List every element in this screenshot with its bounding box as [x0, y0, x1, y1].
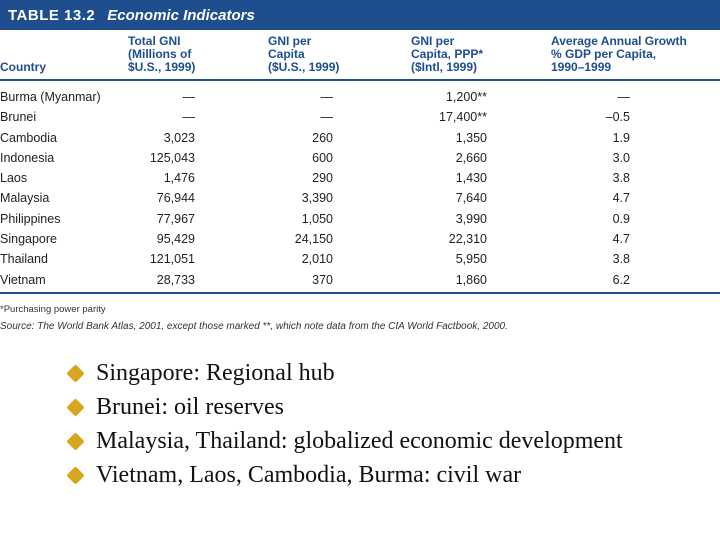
cell-total-gni: 125,043	[149, 150, 195, 165]
cell-growth: 6.2	[612, 272, 630, 287]
bullet-text: Brunei: oil reserves	[96, 393, 284, 420]
cell-country: Thailand	[0, 252, 48, 267]
cell-total-gni: 1,476	[163, 171, 195, 186]
cell-growth: –0.5	[605, 110, 630, 125]
bullet-item	[66, 356, 623, 390]
cell-gni-ppp: 1,430	[455, 171, 487, 186]
cell-total-gni: 95,429	[156, 232, 195, 247]
cell-growth: 3.8	[612, 252, 630, 267]
table-row	[0, 271, 720, 291]
table-row	[0, 250, 720, 270]
table-header	[0, 30, 720, 78]
cell-gni-per-capita: 24,150	[294, 232, 333, 247]
cell-gni-ppp: 5,950	[455, 252, 487, 267]
cell-growth: 1.9	[612, 130, 630, 145]
cell-growth: —	[617, 90, 630, 104]
diamond-bullet-icon	[66, 466, 84, 484]
cell-total-gni: —	[182, 90, 195, 104]
header-gni-ppp: GNI per Capita, PPP* ($Intl, 1999)	[411, 34, 484, 74]
cell-growth: 3.0	[612, 150, 630, 165]
cell-country: Malaysia	[0, 191, 50, 206]
bullet-text: Singapore: Regional hub	[96, 359, 335, 386]
cell-country: Philippines	[0, 211, 61, 226]
cell-gni-ppp: 3,990	[455, 211, 487, 226]
diamond-bullet-icon	[66, 398, 84, 416]
cell-gni-per-capita: 260	[312, 130, 333, 145]
cell-total-gni: 76,944	[156, 191, 195, 206]
header-total-gni: Total GNI (Millions of $U.S., 1999)	[128, 34, 196, 74]
cell-country: Laos	[0, 171, 28, 186]
cell-total-gni: 77,967	[156, 211, 195, 226]
cell-gni-per-capita: 370	[312, 272, 333, 287]
diamond-bullet-icon	[66, 432, 84, 450]
cell-gni-per-capita: 290	[312, 171, 333, 186]
table-row	[0, 88, 720, 108]
cell-gni-per-capita: 2,010	[301, 252, 333, 267]
cell-gni-ppp: 17,400**	[439, 110, 487, 125]
diamond-bullet-icon	[66, 364, 84, 382]
cell-country: Vietnam	[0, 272, 46, 287]
cell-total-gni: 3,023	[163, 130, 195, 145]
bullet-item	[66, 458, 623, 492]
cell-gni-per-capita: —	[320, 90, 333, 104]
table-footnote: *Purchasing power parity	[0, 304, 106, 315]
cell-growth: 0.9	[612, 211, 630, 226]
table-bottom-divider	[0, 292, 720, 294]
cell-growth: 4.7	[612, 232, 630, 247]
cell-gni-ppp: 2,660	[455, 150, 487, 165]
table-row	[0, 149, 720, 169]
bullet-text: Vietnam, Laos, Cambodia, Burma: civil war	[96, 461, 522, 488]
cell-total-gni: 121,051	[149, 252, 195, 267]
cell-growth: 4.7	[612, 191, 630, 206]
header-gni-per-capita: GNI per Capita ($U.S., 1999)	[268, 34, 340, 74]
table-source: Source: The World Bank Atlas, 2001, except those marked **, which note data from the CIA World Factbook, 2000.	[0, 321, 508, 332]
cell-gni-ppp: 22,310	[448, 232, 487, 247]
cell-total-gni: 28,733	[156, 272, 195, 287]
header-country: Country	[0, 60, 46, 74]
table-row	[0, 129, 720, 149]
cell-country: Indonesia	[0, 150, 55, 165]
cell-gni-per-capita: —	[320, 110, 333, 125]
cell-gni-per-capita: 600	[312, 150, 333, 165]
cell-gni-ppp: 7,640	[455, 191, 487, 206]
bullet-text: Malaysia, Thailand: globalized economic development	[96, 427, 623, 454]
cell-gni-ppp: 1,200**	[445, 90, 487, 104]
cell-gni-ppp: 1,860	[455, 272, 487, 287]
table-row	[0, 189, 720, 209]
cell-gni-per-capita: 3,390	[301, 191, 333, 206]
table-row	[0, 169, 720, 189]
table-row	[0, 210, 720, 230]
cell-gni-per-capita: 1,050	[301, 211, 333, 226]
bullet-list	[66, 356, 623, 492]
header-growth: Average Annual Growth % GDP per Capita, 1990–1999	[551, 34, 687, 74]
table-title: Economic Indicators	[107, 6, 255, 24]
cell-country: Cambodia	[0, 130, 57, 145]
table-number: TABLE 13.2	[8, 6, 96, 24]
cell-country: Burma (Myanmar)	[0, 90, 101, 104]
bullet-item	[66, 424, 623, 458]
header-divider	[0, 79, 720, 81]
table-body	[0, 88, 720, 291]
cell-total-gni: —	[182, 110, 195, 125]
cell-country: Brunei	[0, 110, 37, 125]
cell-gni-ppp: 1,350	[455, 130, 487, 145]
cell-country: Singapore	[0, 232, 57, 247]
table-row	[0, 230, 720, 250]
table-title-bar	[0, 0, 720, 30]
bullet-item	[66, 390, 623, 424]
table-row	[0, 108, 720, 128]
cell-growth: 3.8	[612, 171, 630, 186]
